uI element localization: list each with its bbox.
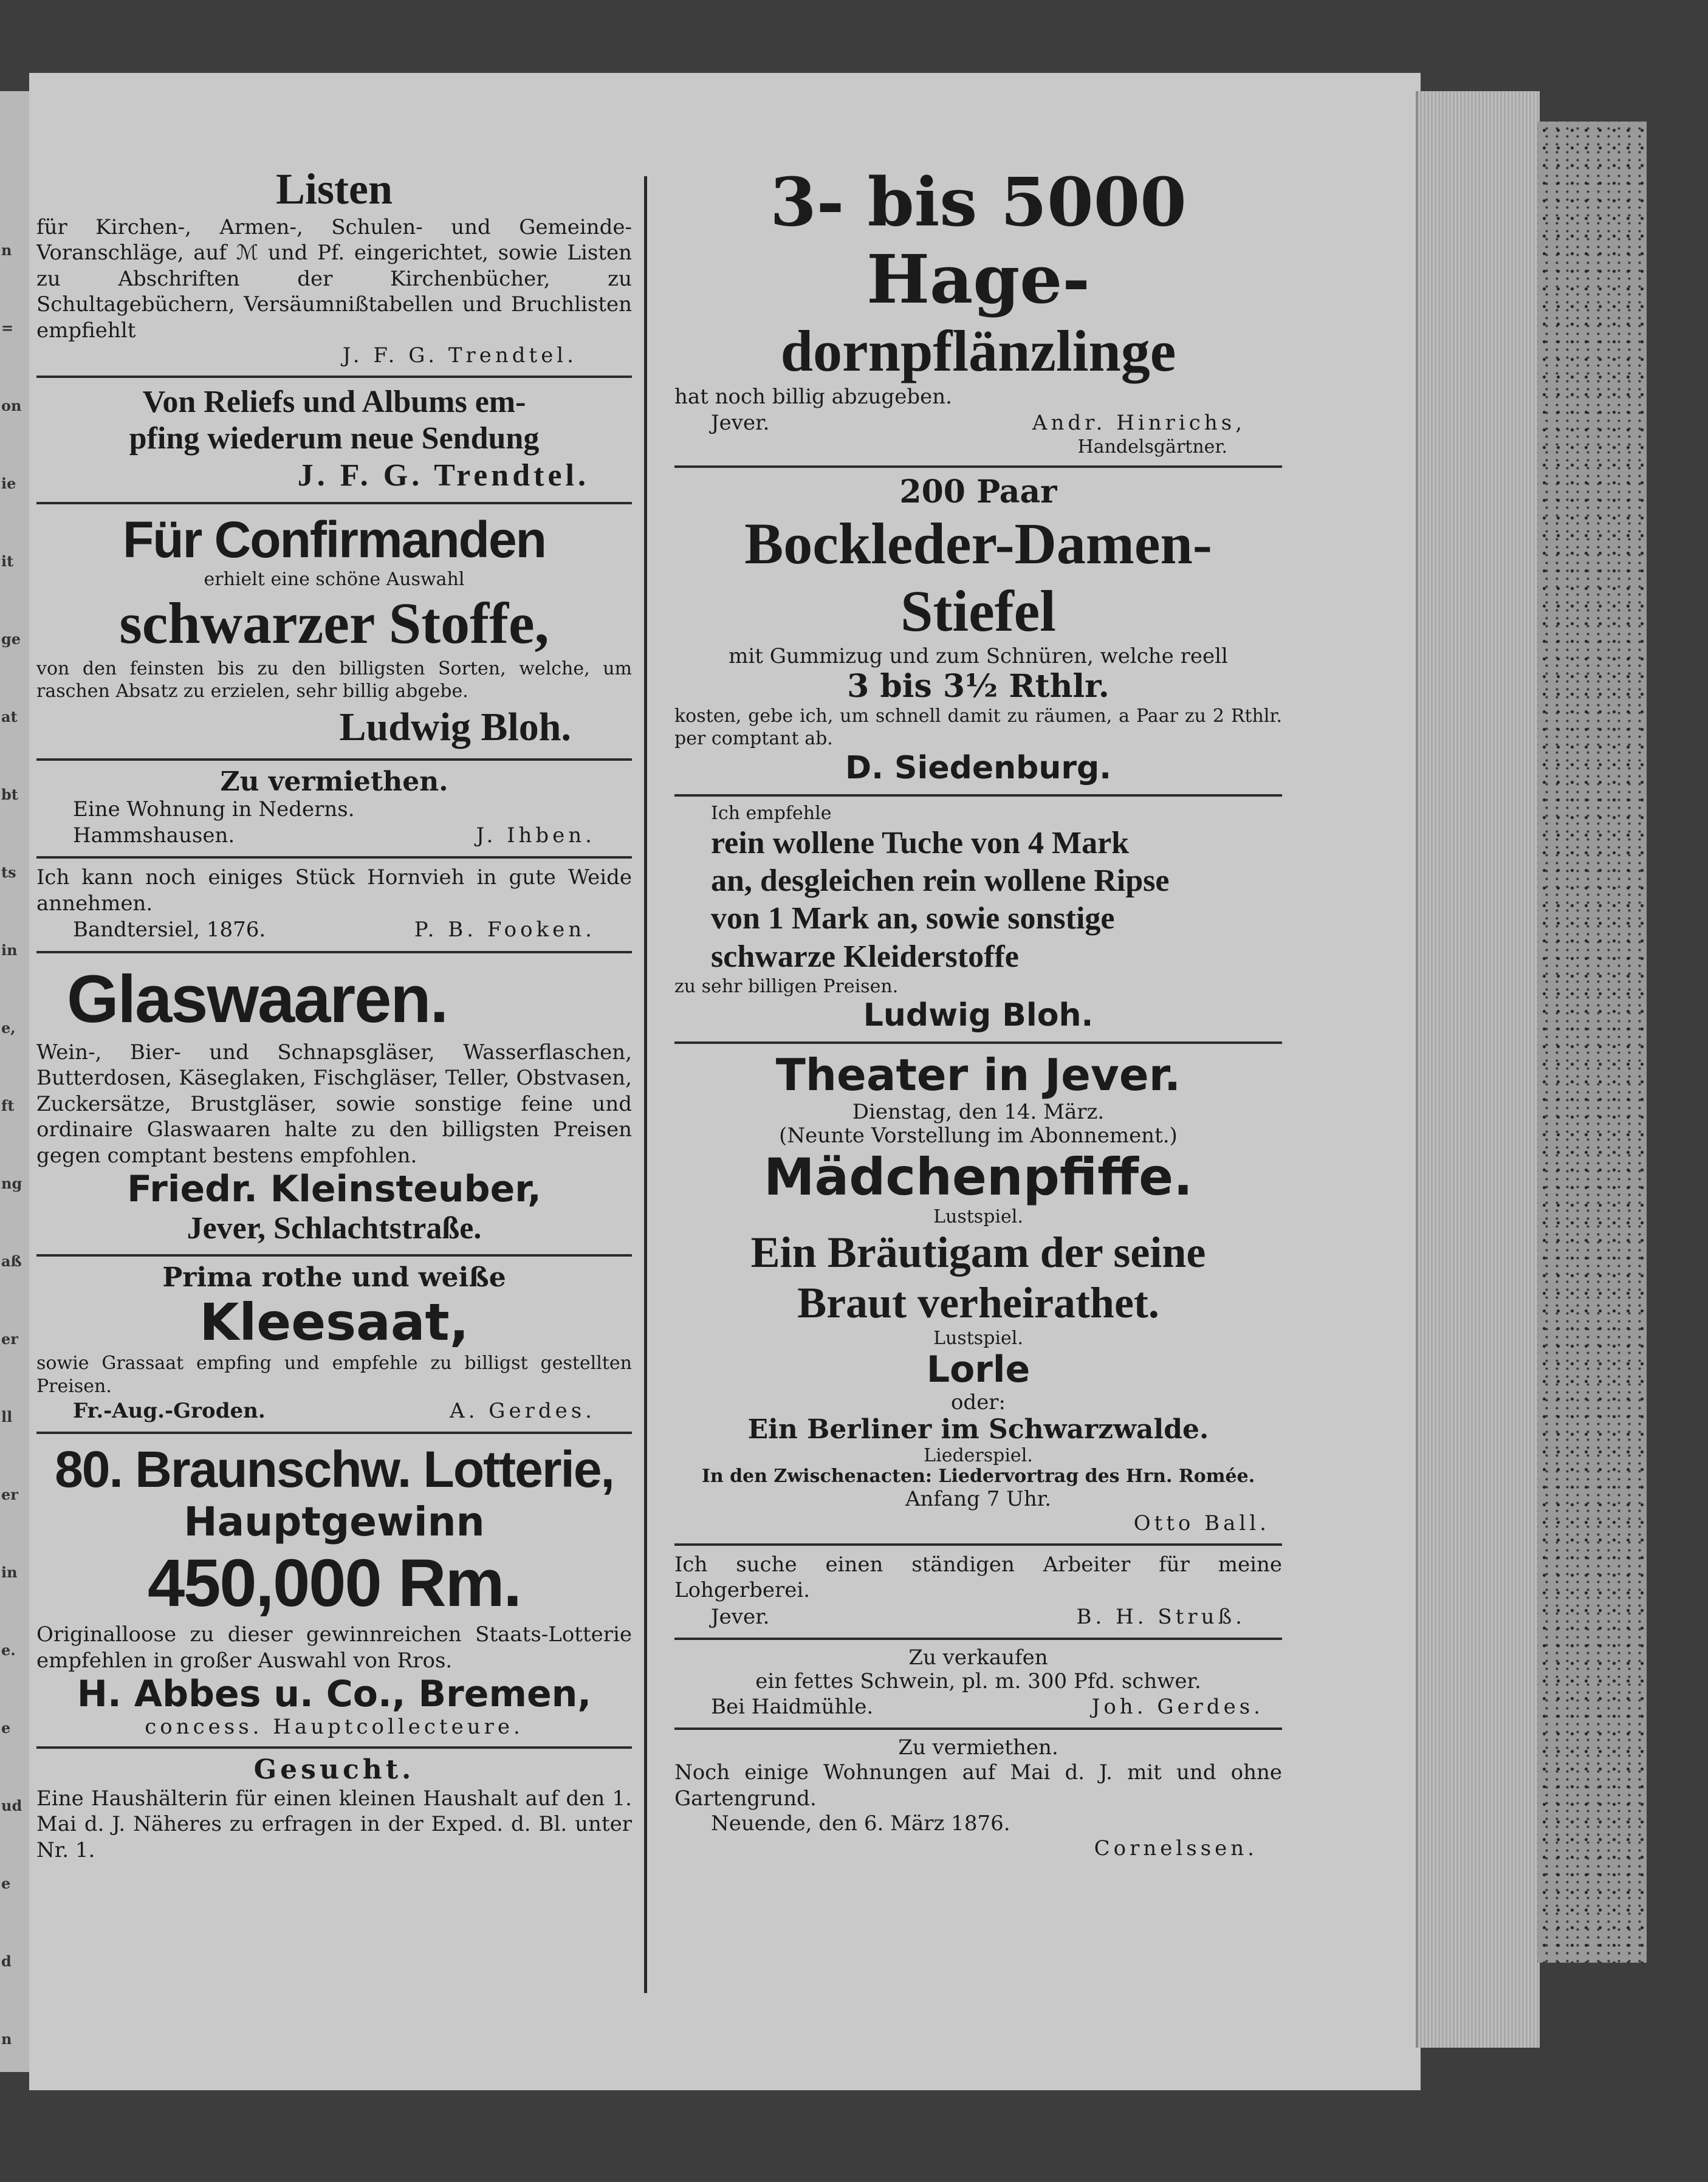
page-block-edge (1416, 91, 1540, 2048)
ad-footer (36, 822, 632, 849)
ad-theater (674, 1044, 1282, 1546)
prev-page-fragment: e (1, 1719, 11, 1737)
ad-signature: Joh. Gerdes. (1091, 1695, 1264, 1720)
ad-stiefel (674, 468, 1282, 796)
ad-signature: A. Gerdes. (450, 1399, 595, 1423)
prev-page-fragment: ge (1, 630, 21, 648)
ad-line: rein wollene Tuche von 4 Mark (711, 825, 1130, 860)
ad-arbeiter (674, 1546, 1282, 1640)
prev-page-fragment: er (1, 1330, 18, 1348)
ad-signature: B. H. Struß. (1076, 1604, 1246, 1629)
prev-page-fragment: in (1, 941, 18, 959)
ad-heading: Glaswaaren. (67, 961, 448, 1037)
ad-signature: D. Siedenburg. (845, 749, 1111, 786)
ad-oder: oder: (950, 1390, 1006, 1415)
ad-footer (674, 1604, 1282, 1630)
ad-signature: J. Ihben. (476, 823, 595, 848)
ad-intermission: In den Zwischenacten: Liedervortrag des Hrn. Romée. (701, 1466, 1255, 1487)
ad-body: für Kirchen-, Armen-, Schulen- und Gemeinde-Voranschläge, auf ℳ und Pf. eingerichtet, sowie Listen zu Abschriften der Kirchenbücher, zu Schultagebüchern, Versäumnißtabellen und Bruchlisten empfiehlt (36, 214, 632, 343)
ad-play-title: Mädchenpfiffe. (763, 1147, 1193, 1207)
ad-heading: dornpflänzlinge (780, 318, 1176, 383)
ad-confirmanden (36, 504, 632, 761)
ad-tuche (674, 797, 1282, 1044)
ad-footer (674, 1693, 1282, 1720)
ad-body: Eine Wohnung in Nederns. (73, 797, 355, 822)
ad-signature-sub: Handelsgärtner. (1077, 436, 1227, 458)
ad-body: ein fettes Schwein, pl. m. 300 Pfd. schwer. (755, 1669, 1201, 1694)
right-column (674, 158, 1282, 2011)
ad-kleesaat (36, 1257, 632, 1434)
ad-reliefs (36, 378, 632, 504)
ad-signature: Cornelssen. (1094, 1836, 1258, 1861)
ad-heading: Zu verkaufen (908, 1645, 1048, 1670)
prev-page-fragment: e (1, 1875, 11, 1892)
ad-subheading: Hauptgewinn (183, 1498, 485, 1545)
ad-body: Ich kann noch einiges Stück Hornvieh in gute Weide annehmen. (36, 865, 632, 916)
ad-hagedorn (674, 158, 1282, 468)
ad-line: Von Reliefs und Albums em- (142, 385, 526, 420)
prev-page-fragment: on (1, 397, 22, 414)
prev-page-fragment: n (1, 241, 12, 259)
ad-address: Jever, Schlachtstraße. (187, 1211, 482, 1246)
ad-body: Eine Haushälterin für einen kleinen Haushalt auf den 1. Mai d. J. Näheres zu erfragen in der Exped. d. Bl. unter Nr. 1. (36, 1786, 632, 1862)
ad-body: Noch einige Wohnungen auf Mai d. J. mit und ohne Gartengrund. (674, 1760, 1282, 1811)
ad-place: Neuende, den 6. März 1876. (711, 1811, 1010, 1836)
ad-vermiethen-neuende (674, 1730, 1282, 1868)
ad-heading: 80. Braunschw. Lotterie, (55, 1441, 614, 1498)
left-column (36, 158, 632, 2011)
ad-note: (Neunte Vorstellung im Abonnement.) (779, 1123, 1178, 1148)
ad-main-text: Kleesaat, (199, 1292, 469, 1353)
ad-signature: Friedr. Kleinsteuber, (127, 1168, 541, 1211)
ad-heading: Zu vermiethen. (898, 1735, 1058, 1760)
ad-subheading: erhielt eine schöne Auswahl (204, 568, 465, 590)
ad-body: Wein-, Bier- und Schnapsgläser, Wasserflaschen, Butterdosen, Käseglaken, Fischgläser, Teller, Obstvasen, Zuckersätze, Brustgläser, sowie sonstige feine und ordinaire Glaswaaren halte zu den billigsten Preisen gegen comptant bestens empfohlen. (36, 1040, 632, 1168)
ad-body: hat noch billig abzugeben. (674, 385, 952, 410)
ad-schwein (674, 1640, 1282, 1730)
ad-play-title: Lorle (926, 1348, 1031, 1391)
ad-date: Dienstag, den 14. März. (852, 1099, 1105, 1124)
ad-listen (36, 158, 632, 378)
prev-page-fragment: d (1, 1952, 12, 1970)
prev-page-fragment: ts (1, 863, 16, 881)
ad-genre: Liederspiel. (924, 1444, 1033, 1466)
ad-intro: Ich empfehle (711, 802, 832, 824)
ad-genre: Lustspiel. (933, 1327, 1023, 1349)
ad-heading: Listen (275, 165, 393, 213)
ad-place: Bei Haidmühle. (711, 1695, 874, 1720)
ad-place: Jever. (711, 411, 770, 436)
ad-body: zu sehr billigen Preisen. (674, 976, 899, 998)
ad-vermiethen-hammshausen (36, 761, 632, 859)
ad-firm-sub: concess. Hauptcollecteure. (145, 1715, 524, 1740)
prev-page-fragment: aß (1, 1252, 22, 1270)
ad-heading: Stiefel (900, 578, 1056, 643)
ad-body: von den feinsten bis zu den billigsten Sorten, welche, um raschen Absatz zu erzielen, sehr billig abgebe. (36, 657, 632, 702)
ad-play-title: Braut verheirathet. (797, 1278, 1159, 1327)
prev-page-fragment: bt (1, 786, 18, 803)
ad-firm: H. Abbes u. Co., Bremen, (77, 1673, 592, 1716)
ad-place: Jever. (711, 1604, 770, 1629)
prev-page-fragment: ud (1, 1797, 22, 1814)
ad-footer (36, 1398, 632, 1424)
ad-lotterie (36, 1434, 632, 1749)
ad-heading: Zu vermiethen. (220, 766, 448, 797)
ad-heading: Prima rothe und weiße (162, 1261, 506, 1293)
previous-page-edge (0, 91, 31, 2072)
ad-play-subtitle: Ein Berliner im Schwarzwalde. (747, 1414, 1209, 1446)
ad-signature: Andr. Hinrichs, (1032, 411, 1246, 436)
ad-body: mit Gummizug und zum Schnüren, welche reell (729, 643, 1228, 668)
ad-amount: 450,000 Rm. (148, 1545, 521, 1621)
ad-footer (674, 410, 1282, 436)
ad-signature: Ludwig Bloh. (863, 997, 1094, 1034)
ad-place: Hammshausen. (73, 823, 235, 848)
ad-body: Ich suche einen ständigen Arbeiter für meine Lohgerberei. (674, 1552, 1282, 1603)
ad-body: sowie Grassaat empfing und empfehle zu billigst gestellten Preisen. (36, 1353, 632, 1397)
ad-body: Originalloose zu dieser gewinnreichen Staats-Lotterie empfehlen in großer Auswahl von Rros. (36, 1622, 632, 1673)
prev-page-fragment: in (1, 1563, 18, 1581)
prev-page-fragment: e. (1, 1641, 16, 1659)
ad-heading: Für Confirmanden (123, 511, 546, 569)
ad-line: an, desgleichen rein wollene Ripse (711, 863, 1170, 899)
ad-footer (36, 916, 632, 943)
ad-signature: P. B. Fooken. (414, 918, 595, 942)
ad-signature: Ludwig Bloh. (339, 704, 571, 749)
ad-line: pfing wiederum neue Sendung (129, 420, 540, 456)
ad-heading: Bockleder-Damen- (744, 511, 1212, 577)
prev-page-fragment: ft (1, 1097, 15, 1114)
ad-signature: Otto Ball. (1133, 1511, 1270, 1535)
ad-price: 3 bis 3½ Rthlr. (847, 668, 1110, 705)
ad-heading: Theater in Jever. (775, 1049, 1181, 1100)
prev-page-fragment: ll (1, 1408, 13, 1426)
ad-line: schwarze Kleiderstoffe (711, 939, 1019, 974)
prev-page-fragment: ng (1, 1175, 22, 1192)
prev-page-fragment: = (1, 319, 14, 337)
ad-heading: 3- bis 5000 Hage- (770, 163, 1187, 318)
prev-page-fragment: at (1, 708, 18, 726)
ad-body: kosten, gebe ich, um schnell damit zu räumen, a Paar zu 2 Rthlr. per comptant ab. (674, 705, 1282, 750)
ad-hornvieh (36, 859, 632, 953)
ad-place: Bandtersiel, 1876. (73, 918, 266, 942)
ad-heading: Gesucht. (253, 1754, 415, 1786)
ad-main-text: schwarzer Stoffe, (119, 591, 549, 656)
ad-place: Fr.-Aug.-Groden. (73, 1399, 266, 1423)
book-cover-edge (1537, 122, 1647, 1963)
column-rule (644, 176, 647, 1993)
ad-line: von 1 Mark an, sowie sonstige (711, 901, 1115, 936)
prev-page-fragment: er (1, 1486, 18, 1503)
prev-page-fragment: it (1, 552, 14, 570)
ad-gesucht (36, 1749, 632, 1870)
ad-genre: Lustspiel. (933, 1206, 1023, 1227)
prev-page-fragment: e, (1, 1019, 16, 1037)
prev-page-fragment: n (1, 2030, 12, 2048)
prev-page-fragment: ie (1, 475, 16, 492)
ad-play-title: Ein Bräutigam der seine (750, 1228, 1206, 1277)
ad-glaswaaren (36, 953, 632, 1257)
ad-signature: J. F. G. Trendtel. (342, 343, 577, 368)
ad-start-time: Anfang 7 Uhr. (905, 1486, 1052, 1511)
ad-signature: J. F. G. Trendtel. (297, 458, 589, 493)
ad-top: 200 Paar (899, 473, 1057, 511)
